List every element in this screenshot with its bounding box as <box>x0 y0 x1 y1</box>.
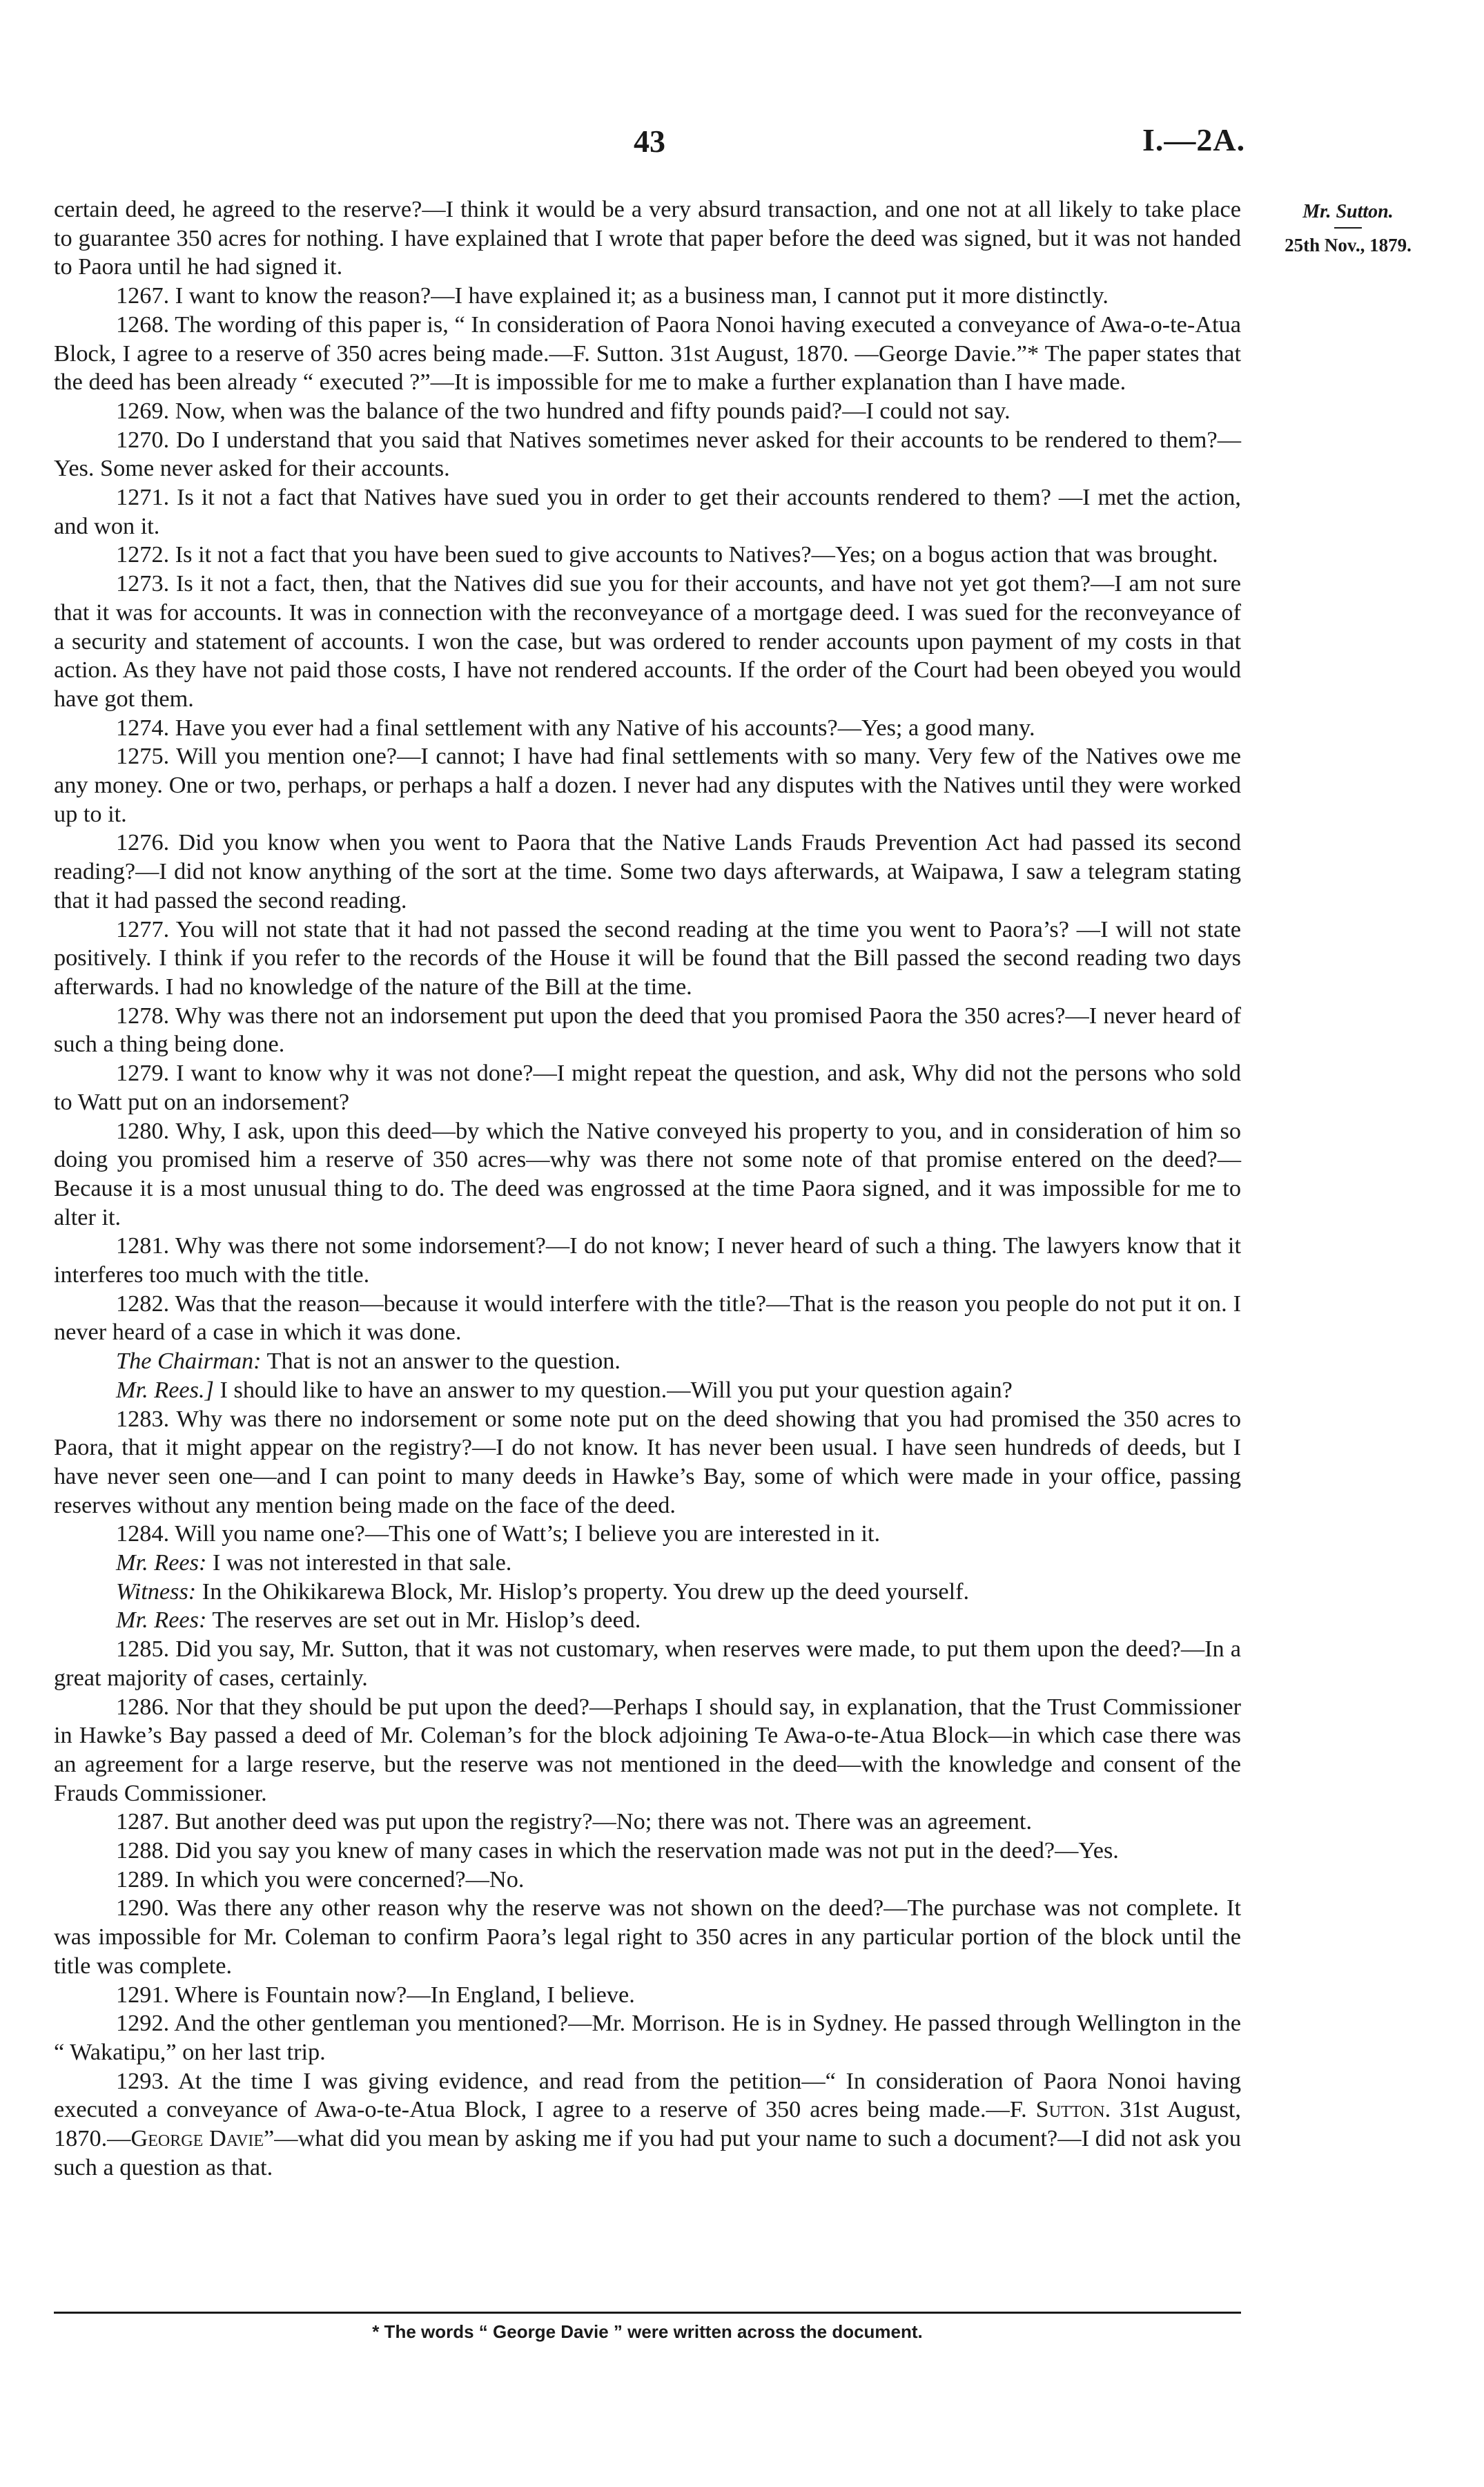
paragraph-text: That is not an answer to the question. <box>261 1348 621 1375</box>
paragraph-text: 1282. Was that the reason—because it would interfere with the title?—That is the reason you people do not put it on. I never heard of a case in which it was done. <box>54 1290 1241 1346</box>
evidence-paragraph <box>54 1837 1241 1866</box>
evidence-paragraph <box>54 1866 1241 1895</box>
evidence-paragraph <box>54 742 1241 829</box>
paragraph-text: 1281. Why was there not some indorsement?—I do not know; I never heard of such a thing. The lawyers know that it interferes too much with the title. <box>54 1232 1241 1288</box>
paragraph-text: I should like to have an answer to my question.—Will you put your question again? <box>213 1376 1013 1403</box>
paragraph-text: 1291. Where is Fountain now?—In England, I believe. <box>116 1981 635 2008</box>
witness-name: Mr. Sutton. <box>1302 201 1394 222</box>
paragraph-text: 1269. Now, when was the balance of the two hundred and fifty pounds paid?—I could not say. <box>116 397 1011 424</box>
paragraph-text: I was not interested in that sale. <box>206 1549 512 1576</box>
paragraph-text: certain deed, he agreed to the reserve?—I think it would be a very absurd transaction, and one not at all likely to take place to guarantee 350 acres for nothing. I have explained that I wrote that paper before the deed was signed, but it was not handed to Paora until he had signed it. <box>54 196 1241 280</box>
evidence-text <box>54 195 1241 2183</box>
paragraph-text: 1289. In which you were concerned?—No. <box>116 1866 525 1893</box>
evidence-paragraph <box>54 1635 1241 1692</box>
paragraph-text: 1270. Do I understand that you said that Natives sometimes never asked for their accounts to be rendered to them?—Yes. Some never asked for their accounts. <box>54 426 1241 482</box>
paragraph-text: 1279. I want to know why it was not done?—I might repeat the question, and ask, Why did not the persons who sold to Watt put on an indorsement? <box>54 1060 1241 1115</box>
speaker-label: The Chairman: <box>116 1348 262 1375</box>
evidence-paragraph <box>54 1117 1241 1232</box>
signatory-name: George Davie <box>130 2125 264 2152</box>
evidence-paragraph <box>54 1232 1241 1289</box>
evidence-paragraph <box>54 426 1241 483</box>
speaker-paragraph <box>54 1347 1241 1376</box>
paragraph-text: 1287. But another deed was put upon the registry?—No; there was not. There was an agreement. <box>116 1808 1033 1835</box>
evidence-paragraph <box>54 570 1241 714</box>
signatory-name: F. Sutton. <box>1009 2096 1111 2123</box>
speaker-label: Witness: <box>116 1578 197 1605</box>
evidence-paragraph <box>54 1520 1241 1549</box>
paragraph-text: 1286. Nor that they should be put upon the deed?—Perhaps I should say, in explanation, that the Trust Commissioner in Hawke’s Bay passed a deed of Mr. Coleman’s for the block adjoining Te Awa-o-te-Atua Block—in which case there was an agreement for a large reserve, but the reserve was not mentioned in the deed—with the knowledge and consent of the Frauds Commissioner. <box>54 1693 1241 1806</box>
evidence-paragraph <box>54 282 1241 311</box>
evidence-paragraph <box>54 541 1241 570</box>
page-code: I.—2A. <box>1142 122 1246 157</box>
evidence-paragraph <box>54 1002 1241 1059</box>
evidence-paragraph <box>54 916 1241 1002</box>
evidence-date: 25th Nov., 1879. <box>1285 235 1412 255</box>
paragraph-text: 1288. Did you say you knew of many cases in which the reservation made was not put in the deed?—Yes. <box>116 1837 1119 1864</box>
evidence-paragraph <box>54 483 1241 541</box>
paragraph-text: 1280. Why, I ask, upon this deed—by which the Native conveyed his property to you, and in consideration of him so doing you promised him a reserve of 350 acres—why was there not some note of that promise entered on the deed?—Because it is a most unusual thing to do. The deed was engrossed at the time Paora signed, and it was impossible for me to alter it. <box>54 1117 1241 1230</box>
speaker-label: Mr. Rees: <box>116 1607 207 1634</box>
paragraph-text: 1292. And the other gentleman you mentioned?—Mr. Morrison. He is in Sydney. He passed through Wellington in the “ Wakatipu,” on her last trip. <box>54 2010 1241 2065</box>
evidence-paragraph <box>54 2009 1241 2067</box>
speaker-label: Mr. Rees: <box>116 1549 207 1576</box>
evidence-paragraph <box>54 195 1241 282</box>
evidence-paragraph <box>54 714 1241 743</box>
paragraph-text: 1274. Have you ever had a final settlement with any Native of his accounts?—Yes; a good many. <box>116 714 1035 741</box>
evidence-paragraph <box>54 1290 1241 1347</box>
speaker-paragraph <box>54 1376 1241 1405</box>
speaker-paragraph <box>54 1549 1241 1578</box>
evidence-paragraph <box>54 1808 1241 1837</box>
paragraph-text: 1283. Why was there no indorsement or some note put on the deed showing that you had promised the 350 acres to Paora, that it might appear on the registry?—I do not know. It has never been usual. I have seen hundreds of deeds, but I have never seen one—and I can point to many deeds in Hawke’s Bay, some of which were made in your office, passing reserves without any mention being made on the face of the deed. <box>54 1405 1241 1518</box>
paragraph-text: 1278. Why was there not an indorsement put upon the deed that you promised Paora the 350 acres?—I never heard of such a thing being done. <box>54 1002 1241 1058</box>
paragraph-text: In the Ohikikarewa Block, Mr. Hislop’s property. You drew up the deed yourself. <box>196 1578 970 1605</box>
paragraph-text: 1268. The wording of this paper is, “ In consideration of Paora Nonoi having executed a conveyance of Awa-o-te-Atua Block, I agree to a reserve of 350 acres being made.—F. Sutton. 31st August, 1870. —George Davie.”* The paper states that the deed has been already “ executed ?”—It is impossible for me to make a further explanation than I have made. <box>54 311 1241 396</box>
paragraph-text: 1273. Is it not a fact, then, that the Natives did sue you for their accounts, and have not yet got them?—I am not sure that it was for accounts. It was in connection with the reconveyance of a mortgage deed. I was sued for the reconveyance of a security and statement of accounts. I won the case, but was ordered to render accounts upon payment of my costs in that action. As they have not paid those costs, I have not rendered accounts. If the order of the Court had been obeyed you would have got them. <box>54 570 1241 712</box>
paragraph-text: 1290. Was there any other reason why the reserve was not shown on the deed?—The purchase was not complete. It was impossible for Mr. Coleman to confirm Paora’s legal right to 350 acres in any particular portion of the block until the title was complete. <box>54 1895 1241 1979</box>
paragraph-text: 1272. Is it not a fact that you have been sued to give accounts to Natives?—Yes; on a bogus action that was brought. <box>116 541 1218 568</box>
evidence-paragraph <box>54 397 1241 426</box>
paragraph-text: 1284. Will you name one?—This one of Watt’s; I believe you are interested in it. <box>116 1520 881 1547</box>
evidence-paragraph <box>54 1059 1241 1116</box>
paragraph-text: 31st August, 1870.— <box>54 2096 1242 2152</box>
footnote: * The words “ George Davie ” were written across the document. <box>372 2321 923 2342</box>
footnote-rule <box>54 2312 1241 2314</box>
margin-note <box>1276 200 1420 257</box>
paragraph-text: The reserves are set out in Mr. Hislop’s deed. <box>206 1607 641 1634</box>
evidence-paragraph <box>54 311 1241 397</box>
paragraph-text: 1276. Did you know when you went to Paora that the Native Lands Frauds Prevention Act had passed its second reading?—I did not know anything of the sort at the time. Some two days afterwards, at Waipawa, I saw a telegram stating that it had passed the second reading. <box>54 829 1241 913</box>
paragraph-text: 1275. Will you mention one?—I cannot; I have had final settlements with so many. Very few of the Natives owe me any money. One or two, perhaps, or perhaps a half a dozen. I never had any disputes with the Natives until they were worked up to it. <box>54 743 1241 827</box>
evidence-paragraph <box>54 1405 1241 1520</box>
paragraph-text: 1271. Is it not a fact that Natives have sued you in order to get their accounts rendered to them? —I met the action, and won it. <box>54 484 1241 539</box>
speaker-paragraph <box>54 1578 1241 1607</box>
speaker-label: Mr. Rees.] <box>116 1376 214 1403</box>
speaker-paragraph <box>54 1606 1241 1635</box>
paragraph-text: 1285. Did you say, Mr. Sutton, that it was not customary, when reserves were made, to put them upon the deed?—In a great majority of cases, certainly. <box>54 1636 1241 1691</box>
evidence-paragraph <box>54 829 1241 915</box>
evidence-paragraph <box>54 1894 1241 1980</box>
paragraph-text: ”—what did you mean by asking me if you had put your name to such a document?—I did not ask you such a question as that. <box>54 2125 1241 2180</box>
paragraph-text: 1293. At the time I was giving evidence, and read from the petition—“ In consideration of Paora Nonoi having executed a conveyance of Awa-o-te-Atua Block, I agree to a reserve of 350 acres being made.— <box>54 2067 1241 2123</box>
paragraph-text: 1267. I want to know the reason?—I have explained it; as a business man, I cannot put it more distinctly. <box>116 282 1109 309</box>
evidence-paragraph <box>54 1981 1241 2010</box>
margin-divider <box>1334 227 1362 229</box>
paragraph-text: 1277. You will not state that it had not passed the second reading at the time you went to Paora’s? —I will not state positively. I think if you refer to the records of the House it will be found that the Bill passed the second reading two days afterwards. I had no knowledge of the nature of the Bill at the time. <box>54 916 1241 1000</box>
page-number: 43 <box>634 124 665 159</box>
evidence-paragraph <box>54 1693 1241 1808</box>
evidence-paragraph <box>54 2067 1241 2183</box>
